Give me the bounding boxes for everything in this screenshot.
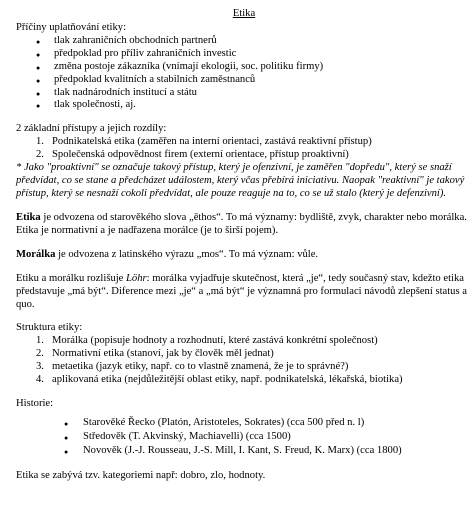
history-heading: Historie:: [16, 398, 54, 410]
author-name: Löhr: [126, 272, 147, 284]
causes-heading: Příčiny uplatňování etiky:: [16, 21, 127, 33]
approaches-list: [16, 136, 472, 162]
list-item: 2. Normativní etika (stanoví, jak by člověk měl jednat): [36, 348, 274, 360]
list-item: ● Starověké Řecko (Platón, Aristoteles, Sokrates) (cca 500 před n. l): [16, 417, 472, 430]
history-list: [16, 417, 472, 458]
closing-sentence: Etika se zabývá tzv. kategoriemi např: dobro, zlo, hodnoty.: [16, 469, 266, 481]
structure-heading: Struktura etiky:: [16, 322, 83, 334]
list-item: ● předpoklad kvalitních a stabilních zaměstnanců: [16, 74, 472, 87]
list-item: 1. Podnikatelská etika (zaměřen na interní orientaci, zastává reaktivní přístup): [36, 136, 372, 148]
list-item: 2. Společenská odpovědnost firem (externí orientace, přístup proaktivní): [36, 149, 349, 161]
ethics-definition: Etika je odvozena od starověkého slova „ēthos“. To má významy: bydliště, zvyk, charakter nebo morálka.: [16, 211, 467, 223]
list-item: ● tlak zahraničních obchodních partnerů: [16, 35, 472, 48]
approaches-note: * Jako "proaktivní" se označuje takový přístup, který je ofenzivní, je zaměřen "dopředu", který se snaží předvídat, co se stane a předcházet událostem, který včas přebírá iniciativu. Naopak "reaktivní" je takový přístup, který se nesnaží cokoli předvídat, ale pouze reaguje na to, co se už stalo (který je defenzivní).: [16, 162, 465, 199]
moral-term: Morálka: [16, 248, 56, 260]
structure-list: [16, 335, 472, 387]
list-item: ● tlak nadnárodních institucí a státu: [16, 87, 472, 100]
list-item: ● předpoklad pro příliv zahraničních investic: [16, 48, 472, 61]
list-item: 3. metaetika (jazyk etiky, např. co to vlastně znamená, že je to správné?): [36, 361, 349, 373]
list-item: ● tlak společnosti, aj.: [16, 99, 472, 112]
causes-list: [16, 35, 472, 113]
list-item: ● změna postoje zákazníka (vnímají ekologii, soc. politiku firmy): [16, 61, 472, 74]
list-item: ● Středověk (T. Akvinský, Machiavelli) (cca 1500): [16, 431, 472, 444]
ethics-normative: Etika je normativní a je nadřazena morálce (je to širší pojem).: [16, 224, 279, 236]
list-item: 4. aplikovaná etika (nejdůležitější oblast etiky, např. podnikatelská, lékařská, biotika): [36, 374, 403, 386]
document-title: Etika: [232, 8, 256, 19]
approaches-heading: 2 základní přístupy a jejich rozdíly:: [16, 123, 167, 135]
list-item: ● Novověk (J.-J. Rousseau, J.-S. Mill, I. Kant, S. Freud, K. Marx) (cca 1800): [16, 445, 472, 458]
moral-definition: Morálka je odvozena z latinského výrazu „mos“. To má význam: vůle.: [16, 248, 319, 260]
list-item: 1. Morálka (popisuje hodnoty a rozhodnutí, které zastává konkrétní společnost): [36, 335, 378, 347]
ethics-term: Etika: [16, 211, 41, 223]
difference-paragraph: Etiku a morálku rozlišuje Löhr: morálka vyjadřuje skutečnost, která „je“, tedy současný stav, kdežto etika představuje „má být“. Diference mezi „je“ a „má být“ je významná pro formulaci návodů zlepšení status a quo.: [16, 272, 467, 310]
